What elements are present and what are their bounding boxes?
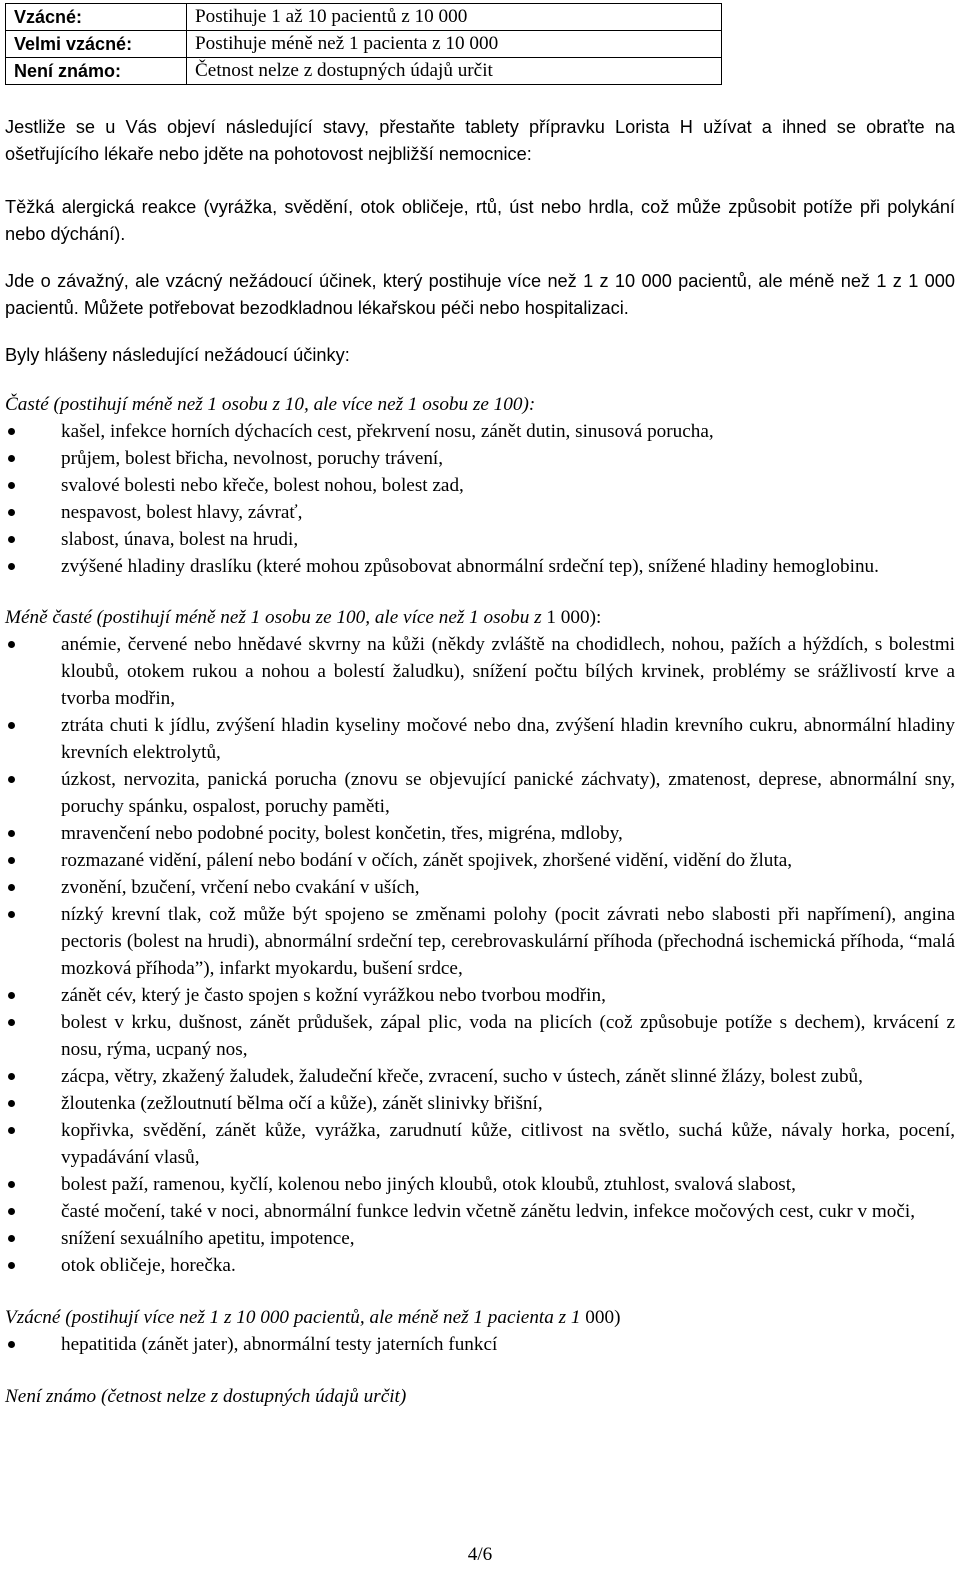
common-heading: Časté (postihují méně než 1 osobu z 10, ale více než 1 osobu ze 100): (5, 394, 536, 415)
allergic-reaction-paragraph: Těžká alergická reakce (vyrážka, svědění, otok obličeje, rtů, úst nebo hrdla, což může způsobit potíže při polykání nebo dýchání). (5, 197, 955, 244)
list-item: kopřivka, svědění, zánět kůže, vyrážka, zarudnutí kůže, citlivost na světlo, suchá kůže, návaly horka, pocení, vypadávání vlasů, (5, 1117, 955, 1171)
list-item: otok obličeje, horečka. (5, 1252, 955, 1279)
intro-paragraph: Jestliže se u Vás objeví následující stavy, přestaňte tablety přípravku Lorista H užívat a ihned se obraťte na ošetřujícího lékaře nebo jděte na pohotovost nejbližší nemocnice: (5, 117, 955, 164)
uncommon-heading-italic: Méně časté (postihují méně než 1 osobu ze 100, ale více než 1 osobu z (5, 607, 542, 628)
frequency-table (5, 3, 722, 85)
list-item: anémie, červené nebo hnědavé skvrny na kůži (někdy zvláště na chodidlech, nohou, pažích a hýždích, s bolestmi kloubů, otokem rukou a nohou a bolestí žaludku), snížení počtu bílých krvinek, problémy se srážlivostí krve a tvorba modřin, (5, 631, 955, 712)
list-item: kašel, infekce horních dýchacích cest, překrvení nosu, zánět dutin, sinusová porucha, (5, 418, 955, 445)
frequency-term: Velmi vzácné: (6, 31, 187, 58)
frequency-definition: Postihuje méně než 1 pacienta z 10 000 (187, 31, 722, 58)
list-item: slabost, únava, bolest na hrudi, (5, 526, 955, 553)
list-item: zvonění, bzučení, vrčení nebo cvakání v uších, (5, 874, 955, 901)
rare-heading (5, 1304, 955, 1331)
serious-effect-paragraph (5, 268, 955, 322)
page-number: 4/6 (467, 1544, 493, 1565)
frequency-term: Není známo: (6, 58, 187, 85)
serious-effect-text: Jde o závažný, ale vzácný nežádoucí účinek, který postihuje více než 1 z 10 000 pacientů, ale méně než 1 z 1 000 pacientů. (5, 271, 955, 318)
list-item: nespavost, bolest hlavy, závrať, (5, 499, 955, 526)
list-item: hepatitida (zánět jater), abnormální testy jaterních funkcí (5, 1331, 955, 1358)
frequency-definition: Postihuje 1 až 10 pacientů z 10 000 (187, 4, 722, 31)
list-item: zánět cév, který je často spojen s kožní vyrážkou nebo tvorbou modřin, (5, 982, 955, 1009)
list-item: rozmazané vidění, pálení nebo bodání v očích, zánět spojivek, zhoršené vidění, vidění do žluta, (5, 847, 955, 874)
list-item: časté močení, také v noci, abnormální funkce ledvin včetně zánětu ledvin, infekce močových cest, cukr v moči, (5, 1198, 955, 1225)
table-row (6, 4, 722, 31)
list-item: bolest v krku, dušnost, zánět průdušek, zápal plic, voda na plicích (což způsobuje potíže s dechem), krvácení z nosu, rýma, ucpaný nos, (5, 1009, 955, 1063)
list-item: bolest paží, ramenou, kyčlí, kolenou nebo jiných kloubů, otok kloubů, ztuhlost, svalová slabost, (5, 1171, 955, 1198)
frequency-term: Vzácné: (6, 4, 187, 31)
list-item: ztráta chuti k jídlu, zvýšení hladin kyseliny močové nebo dna, zvýšení hladin krevního cukru, abnormální hladiny krevních elektrolytů, (5, 712, 955, 766)
uncommon-heading-tail: 1 000): (541, 607, 602, 628)
list-item: úzkost, nervozita, panická porucha (znovu se objevující panické záchvaty), zmatenost, deprese, abnormální sny, poruchy spánku, ospalost, poruchy paměti, (5, 766, 955, 820)
list-item: nízký krevní tlak, což může být spojeno se změnami polohy (pocit závrati nebo slabosti při napřímení), angina pectoris (bolest na hrudi), abnormální srdeční tep, cerebrovaskulární příhoda (přechodná ischemická příhoda, “malá mozková příhoda”), infarkt myokardu, bušení srdce, (5, 901, 955, 982)
uncommon-effects-list (5, 631, 955, 1279)
rare-heading-italic: Vzácné (postihují více než 1 z 10 000 pacientů, ale méně než 1 pacienta z 1 (5, 1307, 581, 1328)
list-item: snížení sexuálního apetitu, impotence, (5, 1225, 955, 1252)
list-item: svalové bolesti nebo křeče, bolest nohou, bolest zad, (5, 472, 955, 499)
list-item: zácpa, větry, zkažený žaludek, žaludeční křeče, zvracení, sucho v ústech, zánět slinné žlázy, bolest zubů, (5, 1063, 955, 1090)
frequency-definition: Četnost nelze z dostupných údajů určit (187, 58, 722, 85)
document-page (5, 0, 955, 1410)
uncommon-heading (5, 604, 955, 631)
reported-effects-intro: Byly hlášeny následující nežádoucí účinky: (5, 345, 350, 365)
common-effects-list (5, 418, 955, 580)
list-item: průjem, bolest břicha, nevolnost, poruchy trávení, (5, 445, 955, 472)
hospitalization-text: Můžete potřebovat bezodkladnou lékařskou péči nebo hospitalizaci. (83, 298, 629, 318)
list-item: žloutenka (zežloutnutí bělma očí a kůže), zánět slinivky břišní, (5, 1090, 955, 1117)
list-item: zvýšené hladiny draslíku (které mohou způsobovat abnormální srdeční tep), snížené hladiny hemoglobinu. (5, 553, 955, 580)
table-row (6, 58, 722, 85)
table-row (6, 31, 722, 58)
list-item: mravenčení nebo podobné pocity, bolest končetin, třes, migréna, mdloby, (5, 820, 955, 847)
unknown-heading: Není známo (četnost nelze z dostupných údajů určit) (5, 1386, 407, 1407)
rare-effects-list (5, 1331, 955, 1358)
rare-heading-tail: 000) (580, 1307, 621, 1328)
